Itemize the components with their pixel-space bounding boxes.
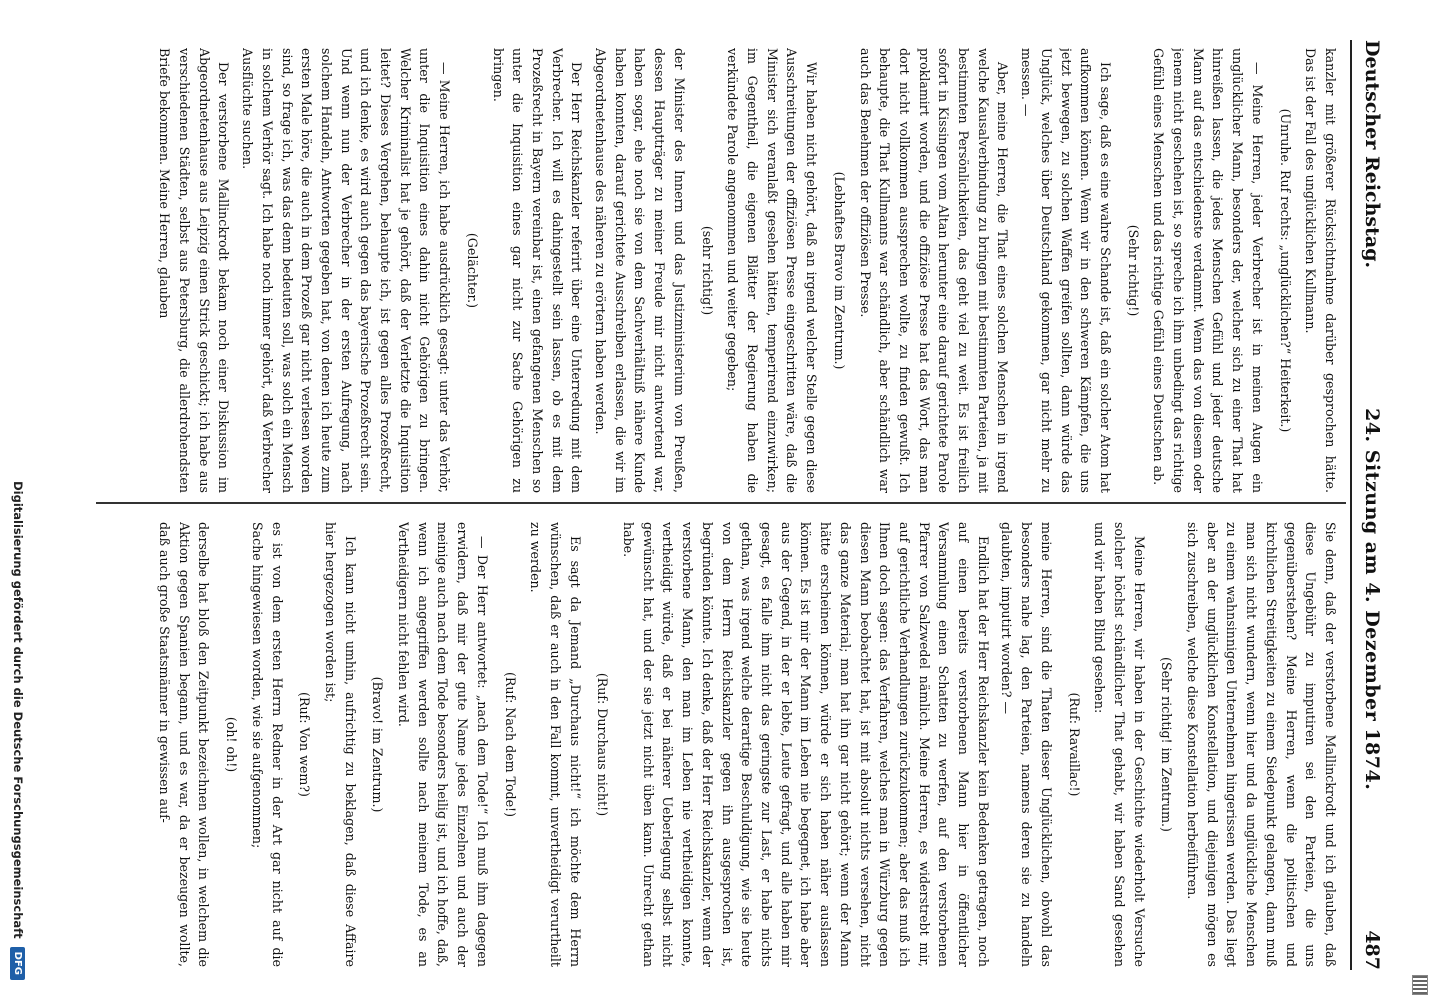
right-column [90,522,1340,967]
paragraph: Meine Herren, wir haben in der Geschichte wiederholt Versuche solcher höchst schändlicher That gehabt, wir haben Sand gesehen und wir haben Blind gesehen: [1092,522,1147,967]
paragraph: derselbe hat bloß den Zeitpunkt bezeichnen wollen, in welchem die Aktion gegen Spanien begann, und es war, da er bezeugen wollte, daß auch große Staatsmänner in gewissen auf- [157,522,212,967]
paragraph: Der verstorbene Mallinckrodt bekam noch einer Diskussion im Abgeordnetenhause aus Leipzig einen Strick geschickt; ich habe aus verschiedenen Städten, selbst aus Petersburg, die allerdrohendsten Briefe bekommen. Meine Herren, glauben [157,48,232,493]
paragraph: meine Herren, sind die Thaten dieser Unglücklichen, obwohl das besonders nahe lag, den Parteien, namens deren sie zu handeln glaubten, imputirt worden? — [999,522,1054,967]
paragraph: Sie denn, daß der verstorbene Mallinckrodt und ich glauben, daß diese Ungebühr zu imputiren sei den Parteien, die uns gegenüberstehen? Meine Herren, wenn die politischen und kirchlichen Streitigkeiten zu einem Siedepunkt gelangen, dann muß man sich nicht wundern, wenn hier und da unglückliche Menschen zu einem wahnsinnigen Unternehmen hingerissen werden. Das liegt aber an der unglücklichen Konstellation, und diejenigen mögen es sich zuschreiben, welche diese Konstellation herbeiführen. [1185,522,1338,967]
interjection: (Unruhe. Ruf rechts: „unglücklichen?“ Heiterkeit.) [1277,108,1293,433]
publication-title: Deutscher Reichstag. [1361,40,1383,269]
paragraph: Ich sage, daß es eine wahre Schande ist, daß ein solcher Atom hat aufkommen können. Wenn wir in den schweren Kämpfen, die uns jetzt bewegen, zu solchen Waffen greifen sollten, dann würde das Unglück, welches über Deutschland gekommen, gar nicht mehr zu messen. — [1019,48,1113,493]
session-title: 24. Sitzung am 4. Dezember 1874. [1361,408,1383,791]
paragraph: Wir haben nicht gehört, daß an irgend welcher Stelle gegen diese Ausschreitungen der offiziösen Presse eingeschritten wäre, daß die Minister sich veranlaßt gesehen hätten, temperirend einzuwirken; im Gegentheil, die eigenen Blätter der Regierung haben die verkündete Parole angenommen und weiter gegeben; [725,48,820,493]
paragraph: der Minister des Innern und das Justizministerium von Preußen, dessen Hauptträger zu meiner Freude mir nicht antwortend war, haben sogar, ehe noch sie von dem Sachverhältniß nähere Kunde haben konnten, darauf gerichtete Ausschreiben erlassen, die wir im Abgeordnetenhause des näheren zu erörtern haben werden. [593,48,687,493]
interjection: (Sehr richtig!) [1125,224,1141,317]
paragraph: Der Herr Reichskanzler referirt über eine Unterredung mit dem Verbrecher. Ich will es dahingestellt sein lassen, ob es mit dem Prozeßrecht in Bayern vereinbar ist, einen gefangenen Menschen so unter die Inquisition eines gar nicht zur Sache Gehörigen zu bringen. [490,48,585,493]
paragraph: — Meine Herren, ich habe ausdrücklich gesagt: unter das Verhör, unter die Inquisition eines dahin nicht Gehörigen zu bringen. Welcher Kriminalist hat je gehört, daß der Verletzte die Inquisition leitet? Dieses Vergehen, behaupte ich, ist gegen alles Prozeßrecht, und ich denke, es wird auch gegen das bayerische Prozeßrecht sein. Und wenn nun der Verbrecher in der ersten Aufregung, nach solchem Handeln, Antworten gegeben hat, von denen ich heute zum ersten Male höre, die auch in dem Prozeß gar nicht verlesen worden sind, so frage ich, was das denn bedeuten soll, was solch ein Mensch in solchem Verhör sagt. Ich habe noch immer gehört, daß Verbrecher Ausflüchte suchen. [240,48,453,493]
paragraph: — Der Herr antwortet: „nach dem Tode!“ Ich muß ihm dagegen erwidern, daß mir der gute Name jedes Einzelnen und auch der meinige auch nach dem Tode besonders heilig ist, und ich hoffe, daß, wenn ich angegriffen werden sollte nach meinem Tode, es an Vertheidigern nicht fehlen wird. [396,522,490,967]
page-header [1350,40,1392,970]
interjection: (Ruf: Ravaillac!) [1066,692,1082,797]
digitization-credit [8,40,28,980]
paragraph: Aber, meine Herren, die That eines solchen Menschen in irgend welche Kausalverbindung zu bringen mit bestimmten Parteien, ja mit bestimmten Persönlichkeiten, das geht viel zu weit. Es ist freilich sofort in Kissingen vom Altan herunter eine darauf gerichtete Parole proklamirt worden, und die offiziöse Presse hat das Wort, das man dort nicht vollkommen aussprechen wollte, zu finden gewußt. Ich behaupte, die That Kullmanns war schändlich, aber schändlich war auch das Benehmen der offiziösen Presse. [857,48,1011,493]
interjection: (Sehr richtig! im Zentrum.) [1159,657,1175,832]
paragraph: Es sagt da Jemand „Durchaus nicht!“ ich möchte dem Herrn wünschen, daß er auch in den Fall kommt, unvertheidigt verurtheilt zu werden. [528,522,583,967]
interjection: (Lebhaftes Bravo im Zentrum.) [831,171,847,370]
paragraph: — Meine Herren, jeder Verbrecher ist in meinen Augen ein unglücklicher Mann, besonders der, welcher sich zu einer That hat hinreißen lassen, die jedes Menschen Gefühl und jeder deutsche Mann auf das entschiedenste verdammt. Wenn das von diesem oder jenem nicht geschehen ist, so spreche ich ihm unbedingt das richtige Gefühl eines Menschen und das richtige Gefühl eines Deutschen ab. [1151,48,1265,493]
interjection: (Ruf: Durchaus nicht!) [595,672,611,817]
dfg-logo: DFG [11,947,26,980]
interjection: (oh! oh!) [224,716,240,773]
interjection: (sehr richtig!) [699,225,715,316]
left-column [90,48,1340,493]
column-divider [96,502,1346,504]
paragraph: es ist von dem ersten Herrn Redner in der Art gar nicht auf die Sache hingewiesen worden, wie sie aufgenommen; [249,522,285,967]
credit-text: Digitalisierung gefördert durch die Deutsche Forschungsgemeinschaft [11,481,25,939]
paragraph: Ich kann nicht umhin, aufrichtig zu beklagen, daß diese Affaire hier hergezogen worden ist; [322,522,358,967]
interjection: (Ruf: Nach dem Tode!) [502,671,518,818]
scan-corner-marker [1412,975,1428,995]
page-number: 487 [1361,930,1383,970]
paragraph: Endlich hat der Herr Reichskanzler kein Bedenken getragen, noch auf einen bereits verstorbenen Mann hier in öffentlicher Versammlung einen Schatten zu werfen, auf den verstorbenen Pfarrer von Salzwedel nämlich. Meine Herren, es widerstrebt mir, auf gerichtliche Verhandlungen zurückzukommen; aber das muß ich Ihnen doch sagen: das Verfahren, welches man in Würzburg gegen diesen Mann beobachtet hat, ist mit absolut nichts versehen, nicht das ganze Material; man hat ihn gar nicht gehört; wenn der Mann hätte erscheinen können, würde er sich haben näher auslassen können. Es ist mir der Mann im Leben nie begegnet, ich habe aber aus der Gegend, in der er lebte, Leute gefragt, und alle haben mir gesagt, es falle ihm nicht das geringste zur Last, er habe nichts gethan, was irgend welche derartige Beschuldigung, wie sie heute von dem Herrn Reichskanzler gegen ihn ausgesprochen ist, begründen könnte. Ich denke, daß der Herr Reichskanzler, wenn der verstorbene Mann, den man im Leben nie vertheidigen konnte, vertheidigt würde, daß er bei näherer Ueberlegung selbst nicht gewünscht hat, und der sie jetzt nicht üben kann. Unrecht gethan habe. [621,522,991,967]
paragraph: kanzler mit größerer Rücksichtnahme darüber gesprochen hätte. Das ist der Fall des unglücklichen Kullmann. [1303,48,1338,493]
interjection: (Ruf: Von wem?) [297,692,313,797]
interjection: (Gelächter.) [464,232,480,309]
interjection: (Bravo! im Zentrum.) [370,676,386,813]
